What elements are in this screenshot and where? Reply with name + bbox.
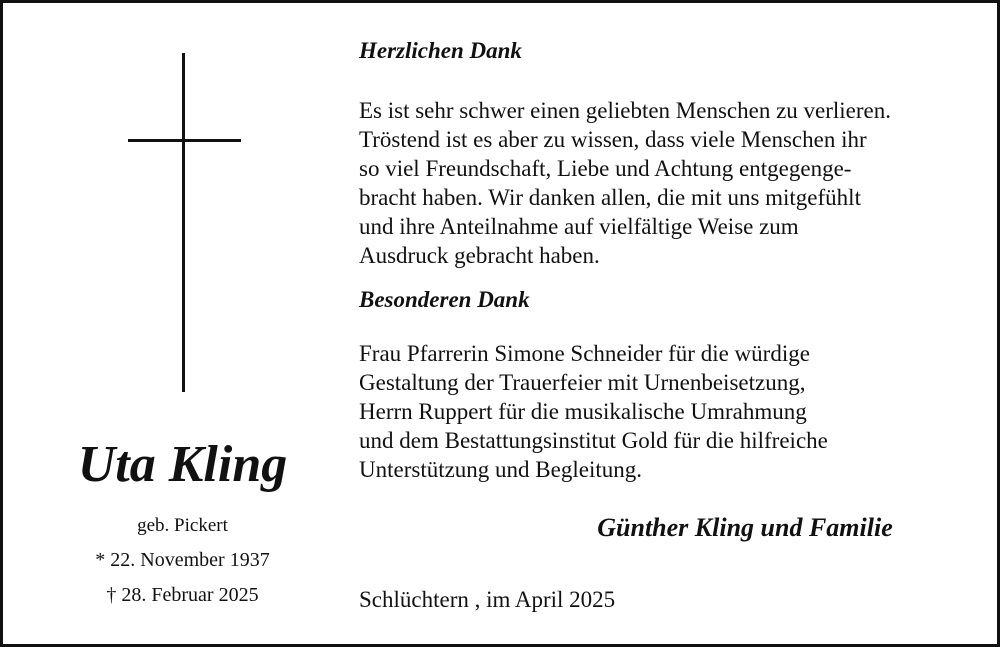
thanks-line: und ihre Anteilnahme auf vielfältige Weise zum <box>359 214 799 239</box>
thanks-line: bracht haben. Wir danken allen, die mit uns mitgefühlt <box>359 185 861 210</box>
thanks-line: so viel Freundschaft, Liebe und Achtung entgegenge- <box>359 156 852 181</box>
birth-date: * 22. November 1937 <box>95 549 270 571</box>
special-thanks-paragraph <box>359 339 989 484</box>
special-thanks-line: Herrn Ruppert für die musikalische Umrahmung <box>359 399 807 424</box>
deceased-name: Uta Kling <box>77 436 288 493</box>
special-thanks-line: Gestaltung der Trauerfeier mit Urnenbeisetzung, <box>359 370 806 395</box>
thanks-line: Ausdruck gebracht haben. <box>359 243 600 268</box>
place-and-date: Schlüchtern , im April 2025 <box>359 587 616 612</box>
family-signature: Günther Kling und Familie <box>597 513 893 542</box>
thanks-heading: Herzlichen Dank <box>359 38 522 63</box>
special-thanks-line: und dem Bestattungsinstitut Gold für die hilfreiche <box>359 428 828 453</box>
special-thanks-heading: Besonderen Dank <box>359 287 530 312</box>
special-thanks-line: Unterstützung und Begleitung. <box>359 457 642 482</box>
thanks-line: Es ist sehr schwer einen geliebten Menschen zu verlieren. <box>359 98 891 123</box>
special-thanks-line: Frau Pfarrerin Simone Schneider für die würdige <box>359 341 810 366</box>
death-date: † 28. Februar 2025 <box>106 584 259 606</box>
cross-icon-horizontal-bar <box>128 139 241 142</box>
cross-icon-vertical-bar <box>182 53 185 392</box>
birth-name: geb. Pickert <box>137 515 228 536</box>
thanks-line: Tröstend ist es aber zu wissen, dass viele Menschen ihr <box>359 127 867 152</box>
thanks-paragraph <box>359 96 989 270</box>
